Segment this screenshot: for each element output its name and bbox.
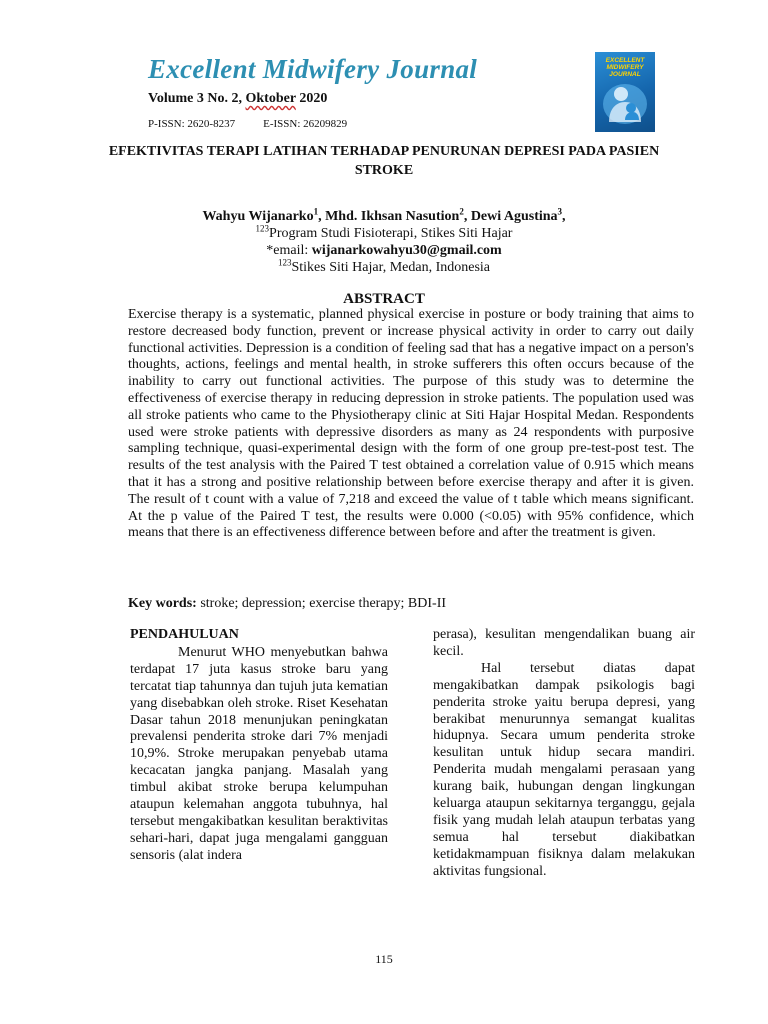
cover-title: EXCELLENT MIDWIFERY JOURNAL [605,57,645,78]
mother-child-icon [595,78,655,132]
volume-prefix: Volume 3 No. 2, [148,91,246,106]
author-name: Dewi Agustina [470,209,558,224]
paper-title: EFEKTIVITAS TERAPI LATIHAN TERHADAP PENURUNAN DEPRESI PADA PASIEN STROKE [108,144,660,178]
author-name: Wahyu Wijanarko [202,209,314,224]
intro-right-column [433,627,695,881]
abstract-body: Exercise therapy is a systematic, planned physical exercise in posture or body training that aims to restore decreased body function, prevent or increase physical activity in order to carry out daily functional activities. Depression is a condition of feeling sad that has a negative impact on a person's thoughts, actions, feelings and mental health, in stroke sufferers this often occurs because of the inability to carry out functional activities. The purpose of this study was to determine the effectiveness of exercise therapy in reducing depression in stroke patients. The population used was all stroke patients who came to the Physiotherapy clinic at Siti Hajar Hospital Medan. Respondents used were stroke patients with depressive disorders as many as 24 respondents with purposive sampling technique, quasi-experimental design with the form of one group pre-test-post test. The results of the test analysis with the Paired T test obtained a correlation value of 0.915 which means that it has a strong and positive relationship between before exercise therapy and after it is given. The result of t count with a value of 7,218 and exceed the value of t table which means significant. At the p value of the Paired T test, the results were 0.000 (<0.05) with 95% confidence, which means that there is an effectiveness difference between before and after the treatment is given. [128,307,694,541]
author-sup: 2 [459,206,464,217]
affiliation-2-text: Stikes Siti Hajar, Medan, Indonesia [291,260,490,275]
author-name: Mhd. Ikhsan Nasution [325,209,460,224]
volume-month: Oktober [245,91,296,106]
issn-line [148,118,347,130]
keywords-label: Key words: [128,596,197,611]
intro-paragraph: Hal tersebut diatas dapat mengakibatkan dampak psikologis bagi penderita stroke yaitu berupa depresi, yang berakibat menurunnya semangat kualitas hidupnya. Secara umum penderita stroke kesulitan untuk hidup secara mandiri. Penderita mudah mengalami perasaan yang kurang baik, hubungan dengan lingkungan keluarga ataupun sekitarnya terganggu, gejala fisik yang mudah lelah ataupun terbatas yang semua hal tersebut diakibatkan ketidakmampuan fisiknya dalam melakukan aktivitas fungsional. [433,660,695,879]
abstract-heading: ABSTRACT [343,291,425,307]
affiliation-1-text: Program Studi Fisioterapi, Stikes Siti Hajar [269,226,513,241]
journal-title: Excellent Midwifery Journal [148,54,478,84]
intro-paragraph-continuation: perasa), kesulitan mengendalikan buang air kecil. [433,627,695,659]
author-list: Wahyu Wijanarko$^1$, Mhd. Ikhsan Nasution$^2$, Dewi Agustina$^3$, [202,206,566,224]
volume-info [148,91,327,107]
p-issn: P-ISSN: 2620-8237 [148,118,236,130]
email-label: *email: [266,243,312,258]
author-sup: 3 [557,206,563,217]
section-heading: PENDAHULUAN [130,627,239,642]
page-number: 115 [375,952,393,966]
keywords-line [128,596,446,612]
keywords-value: stroke; depression; exercise therapy; BDI-II [196,596,447,611]
affiliation-2 [0,258,768,277]
affiliation-2-sup: 123 [277,257,292,268]
e-issn: E-ISSN: 26209829 [263,118,348,130]
author-sup: 1 [313,206,319,217]
affiliation-1-sup: 123 [255,223,270,234]
volume-year: 2020 [295,91,328,106]
intro-paragraph: Menurut WHO menyebutkan bahwa terdapat 17 juta kasus stroke baru yang tercatat tiap tahunnya dan tujuh juta kematian yang disebabkan oleh stroke. Riset Kesehatan Dasar tahun 2018 menunjukan peningkatan prevalensi penderita stroke dari 7% menjadi 10,9%. Stroke merupakan penyebab utama kecacatan jangka panjang. Masalah yang timbul akibat stroke berupa kelumpuhan ataupun kelemahan anggota tubuhnya, hal tersebut mengakibatkan kesulitan beraktivitas sehari-hari, dapat juga mengalami gangguan sensoris (alat indera [130,644,388,863]
email-address[interactable]: wijanarkowahyu30@gmail.com [311,243,502,258]
journal-cover-image [595,52,655,132]
intro-left-column [130,627,388,865]
